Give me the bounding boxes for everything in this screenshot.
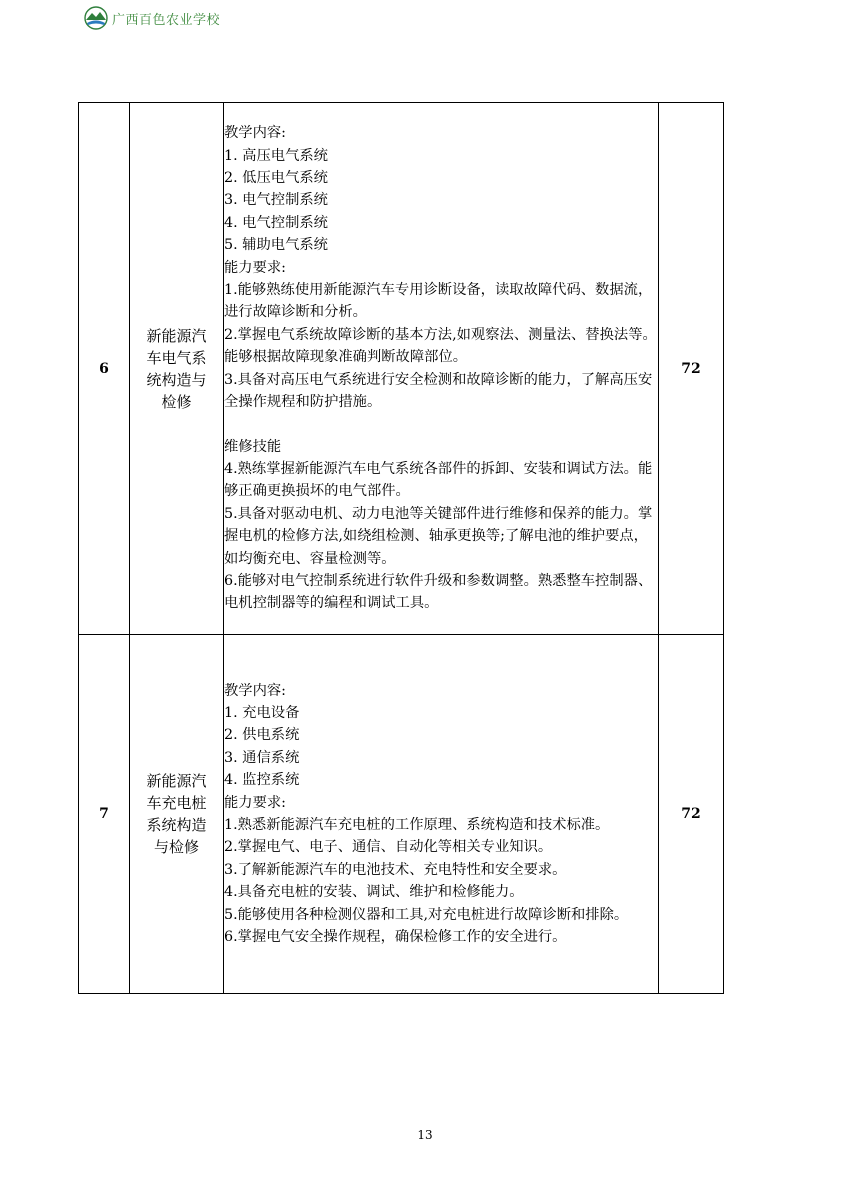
content-line: 6.能够对电气控制系统进行软件升级和参数调整。熟悉整车控制器、电机控制器等的编程和调试工具。	[224, 572, 653, 612]
table-row	[79, 635, 724, 994]
content-line: 1. 高压电气系统	[224, 147, 328, 164]
content-line: 6.掌握电气安全操作规程，确保检修工作的安全进行。	[224, 929, 567, 946]
course-content	[224, 103, 659, 635]
school-name: 广西百色农业学校	[112, 12, 221, 28]
content-line: 3. 通信系统	[224, 749, 300, 766]
content-line: 2. 低压电气系统	[224, 170, 328, 187]
course-name-cell	[130, 103, 224, 635]
course-name: 新能源汽车电气系统构造与检修	[146, 326, 207, 411]
content-line: 1. 充电设备	[224, 704, 300, 721]
course-hours: 72	[659, 635, 724, 994]
content-line: 3.了解新能源汽车的电池技术、充电特性和安全要求。	[224, 861, 567, 878]
content-line: 5.能够使用各种检测仪器和工具,对充电桩进行故障诊断和排除。	[224, 906, 629, 923]
content-line: 教学内容:	[224, 682, 287, 699]
content-line: 2. 供电系统	[224, 727, 300, 744]
course-name: 新能源汽车充电桩系统构造与检修	[146, 772, 207, 856]
content-line: 维修技能	[224, 438, 282, 455]
content-line: 3. 电气控制系统	[224, 192, 328, 209]
page-number: 13	[417, 1128, 433, 1142]
content-line: 2.掌握电气、电子、通信、自动化等相关专业知识。	[224, 839, 553, 856]
course-table	[78, 102, 724, 994]
content-line: 3.具备对高压电气系统进行安全检测和故障诊断的能力，了解高压安全操作规程和防护措施。	[224, 371, 653, 411]
row-number: 7	[79, 635, 130, 994]
content-line: 4. 监控系统	[224, 772, 300, 789]
content-line: 1.熟悉新能源汽车充电桩的工作原理、系统构造和技术标准。	[224, 817, 610, 833]
course-hours: 72	[659, 103, 724, 635]
content-line: 教学内容:	[224, 125, 287, 142]
page-header	[84, 6, 220, 30]
content-line: 5.具备对驱动电机、动力电池等关键部件进行维修和保养的能力。掌握电机的检修方法,如绕组检测、轴承更换等;了解电池的维护要点，如均衡充电、容量检测等。	[224, 505, 653, 567]
table-row	[79, 103, 724, 635]
course-content	[224, 635, 659, 994]
content-line: 能力要求:	[224, 259, 287, 276]
course-name-cell	[130, 635, 224, 994]
content-line: 4.熟练掌握新能源汽车电气系统各部件的拆卸、安装和调试方法。能够正确更换损坏的电气部件。	[224, 460, 653, 500]
row-number: 6	[79, 103, 130, 635]
content-line	[224, 414, 658, 436]
content-line: 2.掌握电气系统故障诊断的基本方法,如观察法、测量法、替换法等。能够根据故障现象准确判断故障部位。	[224, 326, 657, 366]
content-line: 1.能够熟练使用新能源汽车专用诊断设备，读取故障代码、数据流，进行故障诊断和分析。	[224, 282, 653, 321]
content-line: 4.具备充电桩的安装、调试、维护和检修能力。	[224, 884, 524, 901]
content-line: 能力要求:	[224, 794, 287, 811]
school-logo-icon	[84, 6, 108, 30]
content-line: 4. 电气控制系统	[224, 214, 328, 231]
content-line: 5. 辅助电气系统	[224, 237, 328, 254]
